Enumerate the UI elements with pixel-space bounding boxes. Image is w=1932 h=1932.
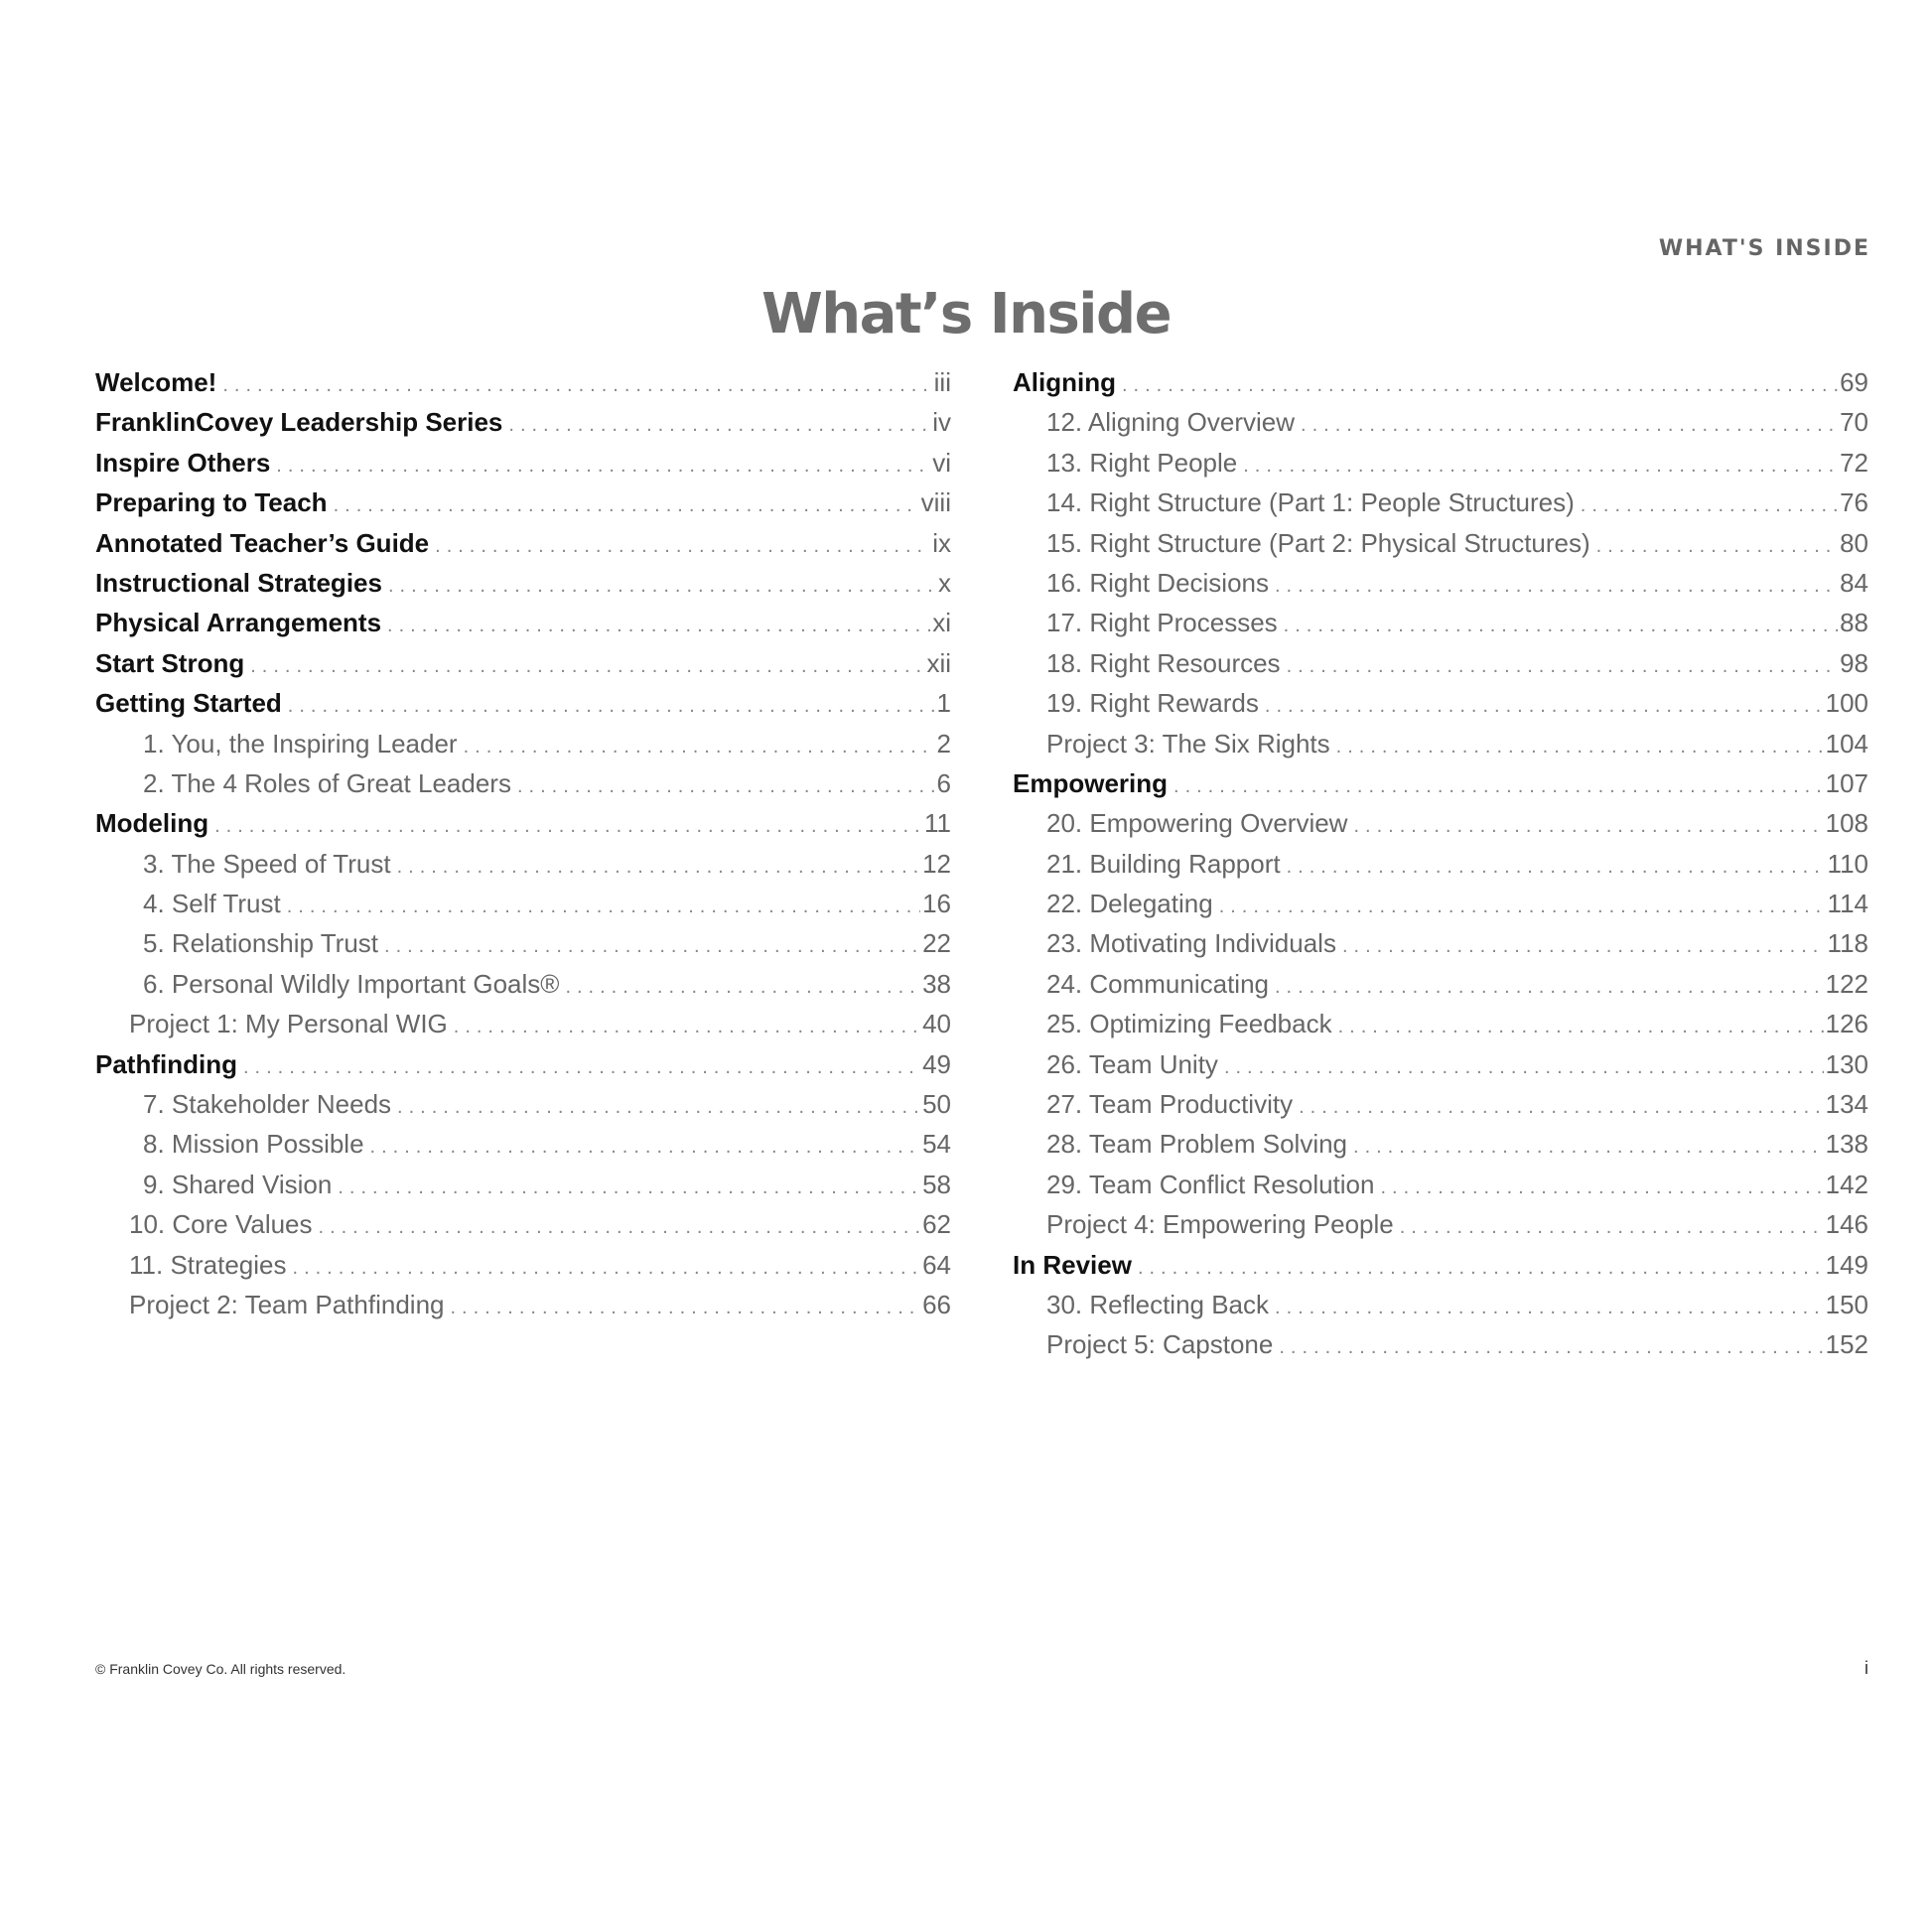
dot-leader: [319, 1207, 921, 1247]
dot-leader: [1219, 887, 1826, 926]
toc-subentry[interactable]: [95, 923, 951, 963]
toc-right-column: [1013, 362, 1868, 1365]
toc-entry-label: 11. Strategies: [129, 1249, 287, 1280]
toc-entry-label: Project 1: My Personal WIG: [129, 1009, 448, 1039]
dot-leader: [1275, 1288, 1824, 1327]
toc-entry-label: Project 5: Capstone: [1046, 1329, 1274, 1360]
toc-entry-page: 142: [1825, 1169, 1868, 1199]
toc-subentry[interactable]: [95, 724, 951, 763]
toc-entry-label: 13. Right People: [1046, 447, 1238, 478]
dot-leader: [1275, 967, 1824, 1007]
toc-section-entry[interactable]: [1013, 763, 1868, 803]
toc-entry-label: In Review: [1013, 1249, 1132, 1280]
toc-entry-label: Empowering: [1013, 767, 1169, 798]
toc-subentry[interactable]: [95, 1004, 951, 1043]
toc-subentry[interactable]: [95, 964, 951, 1004]
dot-leader: [435, 526, 930, 566]
dot-leader: [387, 606, 930, 645]
dot-leader: [288, 686, 935, 726]
toc-section-entry[interactable]: [95, 563, 951, 603]
dot-leader: [1122, 365, 1838, 405]
toc-subentry[interactable]: [1013, 844, 1868, 884]
toc-subentry[interactable]: [1013, 523, 1868, 563]
toc-entry-page: 12: [922, 848, 951, 879]
toc-entry-page: 11: [924, 808, 951, 839]
page-number: i: [1864, 1658, 1868, 1678]
toc-entry-label: 3. The Speed of Trust: [143, 848, 391, 879]
dot-leader: [1596, 526, 1838, 566]
toc-entry-label: Project 4: Empowering People: [1046, 1209, 1394, 1240]
toc-section-entry[interactable]: [95, 603, 951, 642]
toc-entry-page: 100: [1825, 688, 1868, 719]
toc-subentry[interactable]: [1013, 1285, 1868, 1324]
toc-entry-label: 14. Right Structure (Part 1: People Structures): [1046, 487, 1575, 518]
toc-entry-page: iv: [932, 407, 951, 438]
toc-entry-page: ix: [932, 527, 951, 558]
toc-entry-label: 15. Right Structure (Part 2: Physical Structures): [1046, 527, 1590, 558]
toc-entry-page: iii: [933, 367, 951, 397]
toc-entry-label: Annotated Teacher’s Guide: [95, 527, 430, 558]
toc-entry-page: 58: [922, 1169, 951, 1199]
toc-entry-page: 72: [1840, 447, 1868, 478]
dot-leader: [276, 446, 930, 485]
toc-entry-label: 21. Building Rapport: [1046, 848, 1281, 879]
toc-subentry[interactable]: [1013, 964, 1868, 1004]
dot-leader: [334, 485, 919, 525]
toc-subentry[interactable]: [95, 1084, 951, 1124]
toc-section-entry[interactable]: [95, 483, 951, 522]
dot-leader: [1173, 766, 1824, 806]
toc-entry-page: 107: [1825, 767, 1868, 798]
toc-entry-page: 146: [1825, 1209, 1868, 1240]
dot-leader: [1353, 806, 1823, 846]
toc-subentry[interactable]: [95, 884, 951, 923]
toc-entry-label: 20. Empowering Overview: [1046, 808, 1348, 839]
toc-entry-page: 40: [922, 1009, 951, 1039]
toc-entry-page: 62: [922, 1209, 951, 1240]
toc-entry-label: Project 3: The Six Rights: [1046, 728, 1330, 759]
toc-subentry[interactable]: [1013, 643, 1868, 683]
toc-entry-label: 18. Right Resources: [1046, 647, 1281, 678]
toc-entry-page: 38: [922, 968, 951, 999]
toc-entry-label: Welcome!: [95, 367, 217, 397]
toc-entry-page: 66: [922, 1289, 951, 1319]
toc-entry-label: 29. Team Conflict Resolution: [1046, 1169, 1375, 1199]
toc-entry-page: 70: [1840, 407, 1868, 438]
toc-entry-page: xi: [932, 608, 951, 638]
toc-entry-page: 84: [1840, 567, 1868, 598]
toc-entry-label: Aligning: [1013, 367, 1116, 397]
dot-leader: [1380, 1168, 1823, 1207]
toc-entry-label: 8. Mission Possible: [143, 1129, 364, 1160]
dot-leader: [1224, 1047, 1824, 1087]
toc-entry-page: 69: [1840, 367, 1868, 397]
toc-entry-page: 104: [1825, 728, 1868, 759]
copyright-notice: © Franklin Covey Co. All rights reserved.: [95, 1661, 346, 1677]
toc-entry-page: 22: [922, 928, 951, 959]
toc-entry-page: 76: [1840, 487, 1868, 518]
toc-entry-page: 138: [1825, 1129, 1868, 1160]
toc-subentry[interactable]: [1013, 803, 1868, 843]
dot-leader: [214, 806, 922, 846]
toc-entry-page: 16: [922, 889, 951, 919]
toc-entry-label: 23. Motivating Individuals: [1046, 928, 1336, 959]
dot-leader: [1400, 1207, 1824, 1247]
toc-section-entry[interactable]: [95, 523, 951, 563]
dot-leader: [1301, 405, 1838, 445]
toc-subentry[interactable]: [1013, 1165, 1868, 1204]
toc-entry-page: 88: [1840, 608, 1868, 638]
toc-subentry[interactable]: [1013, 1084, 1868, 1124]
toc-entry-label: 17. Right Processes: [1046, 608, 1278, 638]
toc-entry-label: 26. Team Unity: [1046, 1048, 1218, 1079]
toc-entry-label: Getting Started: [95, 688, 282, 719]
dot-leader: [1287, 646, 1839, 686]
dot-leader: [1287, 847, 1826, 887]
dot-leader: [384, 926, 920, 966]
toc-entry-page: 80: [1840, 527, 1868, 558]
dot-leader: [397, 847, 921, 887]
dot-leader: [1138, 1248, 1824, 1288]
toc-subentry[interactable]: [1013, 1204, 1868, 1244]
dot-leader: [388, 566, 936, 606]
page-title: What’s Inside: [760, 282, 1172, 346]
toc-entry-page: 6: [936, 767, 951, 798]
toc-subentry[interactable]: [95, 844, 951, 884]
toc-subentry[interactable]: [1013, 1044, 1868, 1084]
toc-subentry[interactable]: [95, 1124, 951, 1164]
toc-subentry[interactable]: [1013, 483, 1868, 522]
toc-entry-label: 10. Core Values: [129, 1209, 313, 1240]
toc-entry-page: 64: [922, 1249, 951, 1280]
toc-entry-label: 16. Right Decisions: [1046, 567, 1269, 598]
toc-entry-page: 2: [936, 728, 951, 759]
toc-entry-label: Start Strong: [95, 647, 245, 678]
toc-subentry[interactable]: [95, 1245, 951, 1285]
dot-leader: [293, 1248, 921, 1288]
toc-entry-label: Project 2: Team Pathfinding: [129, 1289, 445, 1319]
toc-entry-page: 1: [936, 688, 951, 719]
toc-entry-label: 9. Shared Vision: [143, 1169, 333, 1199]
toc-subentry[interactable]: [1013, 1124, 1868, 1164]
toc-entry-page: 122: [1825, 968, 1868, 999]
toc-section-entry[interactable]: [95, 683, 951, 723]
toc-entry-label: 25. Optimizing Feedback: [1046, 1009, 1332, 1039]
dot-leader: [565, 967, 920, 1007]
toc-entry-page: 150: [1825, 1289, 1868, 1319]
dot-leader: [1275, 566, 1838, 606]
toc-subentry[interactable]: [1013, 443, 1868, 483]
toc-entry-label: 1. You, the Inspiring Leader: [143, 728, 458, 759]
toc-entry-page: 54: [922, 1129, 951, 1160]
toc-entry-label: 19. Right Rewards: [1046, 688, 1259, 719]
dot-leader: [338, 1168, 920, 1207]
toc-entry-page: 49: [922, 1048, 951, 1079]
dot-leader: [1338, 1007, 1824, 1046]
dot-leader: [370, 1127, 921, 1167]
toc-section-entry[interactable]: [1013, 362, 1868, 402]
toc-entry-page: 152: [1825, 1329, 1868, 1360]
toc-entry-page: viii: [920, 487, 951, 518]
toc-entry-label: FranklinCovey Leadership Series: [95, 407, 503, 438]
toc-entry-label: Pathfinding: [95, 1048, 237, 1079]
dot-leader: [517, 766, 935, 806]
dot-leader: [508, 405, 930, 445]
toc-entry-label: 4. Self Trust: [143, 889, 281, 919]
toc-left-column: [95, 362, 951, 1324]
toc-entry-label: Inspire Others: [95, 447, 271, 478]
toc-subentry[interactable]: [1013, 1004, 1868, 1043]
toc-entry-label: 24. Communicating: [1046, 968, 1269, 999]
toc-entry-page: 110: [1827, 848, 1868, 879]
toc-entry-page: 114: [1827, 889, 1868, 919]
toc-entry-page: 108: [1825, 808, 1868, 839]
dot-leader: [1284, 606, 1838, 645]
dot-leader: [1299, 1087, 1824, 1127]
toc-subentry[interactable]: [1013, 724, 1868, 763]
dot-leader: [397, 1087, 920, 1127]
dot-leader: [287, 887, 920, 926]
toc-entry-label: 2. The 4 Roles of Great Leaders: [143, 767, 511, 798]
toc-entry-page: vi: [932, 447, 951, 478]
toc-entry-label: 6. Personal Wildly Important Goals®: [143, 968, 560, 999]
dot-leader: [1265, 686, 1824, 726]
toc-section-entry[interactable]: [95, 362, 951, 402]
dot-leader: [450, 1288, 920, 1327]
dot-leader: [1336, 727, 1824, 766]
toc-subentry[interactable]: [95, 1285, 951, 1324]
toc-section-entry[interactable]: [1013, 1245, 1868, 1285]
toc-section-entry[interactable]: [95, 402, 951, 442]
dot-leader: [1243, 446, 1838, 485]
toc-subentry[interactable]: [1013, 923, 1868, 963]
toc-entry-page: 130: [1825, 1048, 1868, 1079]
toc-section-entry[interactable]: [95, 443, 951, 483]
dot-leader: [1581, 485, 1838, 525]
toc-entry-label: 27. Team Productivity: [1046, 1089, 1294, 1120]
dot-leader: [464, 727, 935, 766]
dot-leader: [454, 1007, 920, 1046]
toc-entry-page: 126: [1825, 1009, 1868, 1039]
dot-leader: [222, 365, 931, 405]
toc-section-entry[interactable]: [95, 1044, 951, 1084]
dot-leader: [1342, 926, 1826, 966]
toc-section-entry[interactable]: [95, 803, 951, 843]
toc-subentry[interactable]: [1013, 402, 1868, 442]
running-header: WHAT'S INSIDE: [1658, 236, 1870, 261]
toc-entry-page: x: [938, 567, 951, 598]
toc-entry-label: 12. Aligning Overview: [1046, 407, 1296, 438]
toc-subentry[interactable]: [1013, 683, 1868, 723]
toc-entry-page: 98: [1840, 647, 1868, 678]
toc-entry-label: 22. Delegating: [1046, 889, 1213, 919]
toc-entry-label: Preparing to Teach: [95, 487, 328, 518]
toc-entry-label: Modeling: [95, 808, 209, 839]
toc-entry-label: 28. Team Problem Solving: [1046, 1129, 1348, 1160]
dot-leader: [1353, 1127, 1824, 1167]
toc-subentry[interactable]: [95, 763, 951, 803]
toc-entry-label: 7. Stakeholder Needs: [143, 1089, 392, 1120]
toc-entry-label: 30. Reflecting Back: [1046, 1289, 1270, 1319]
toc-entry-page: 118: [1827, 928, 1868, 959]
toc-subentry[interactable]: [95, 1204, 951, 1244]
toc-entry-page: xii: [926, 647, 951, 678]
toc-entry-page: 50: [922, 1089, 951, 1120]
toc-subentry[interactable]: [95, 1165, 951, 1204]
toc-entry-label: 5. Relationship Trust: [143, 928, 379, 959]
toc-section-entry[interactable]: [95, 643, 951, 683]
toc-entry-label: Physical Arrangements: [95, 608, 382, 638]
toc-subentry[interactable]: [1013, 884, 1868, 923]
dot-leader: [1279, 1327, 1823, 1367]
dot-leader: [250, 646, 924, 686]
toc-subentry[interactable]: [1013, 563, 1868, 603]
toc-entry-label: Instructional Strategies: [95, 567, 382, 598]
toc-subentry[interactable]: [1013, 603, 1868, 642]
toc-subentry[interactable]: [1013, 1324, 1868, 1364]
toc-entry-page: 149: [1825, 1249, 1868, 1280]
toc-entry-page: 134: [1825, 1089, 1868, 1120]
dot-leader: [243, 1047, 920, 1087]
